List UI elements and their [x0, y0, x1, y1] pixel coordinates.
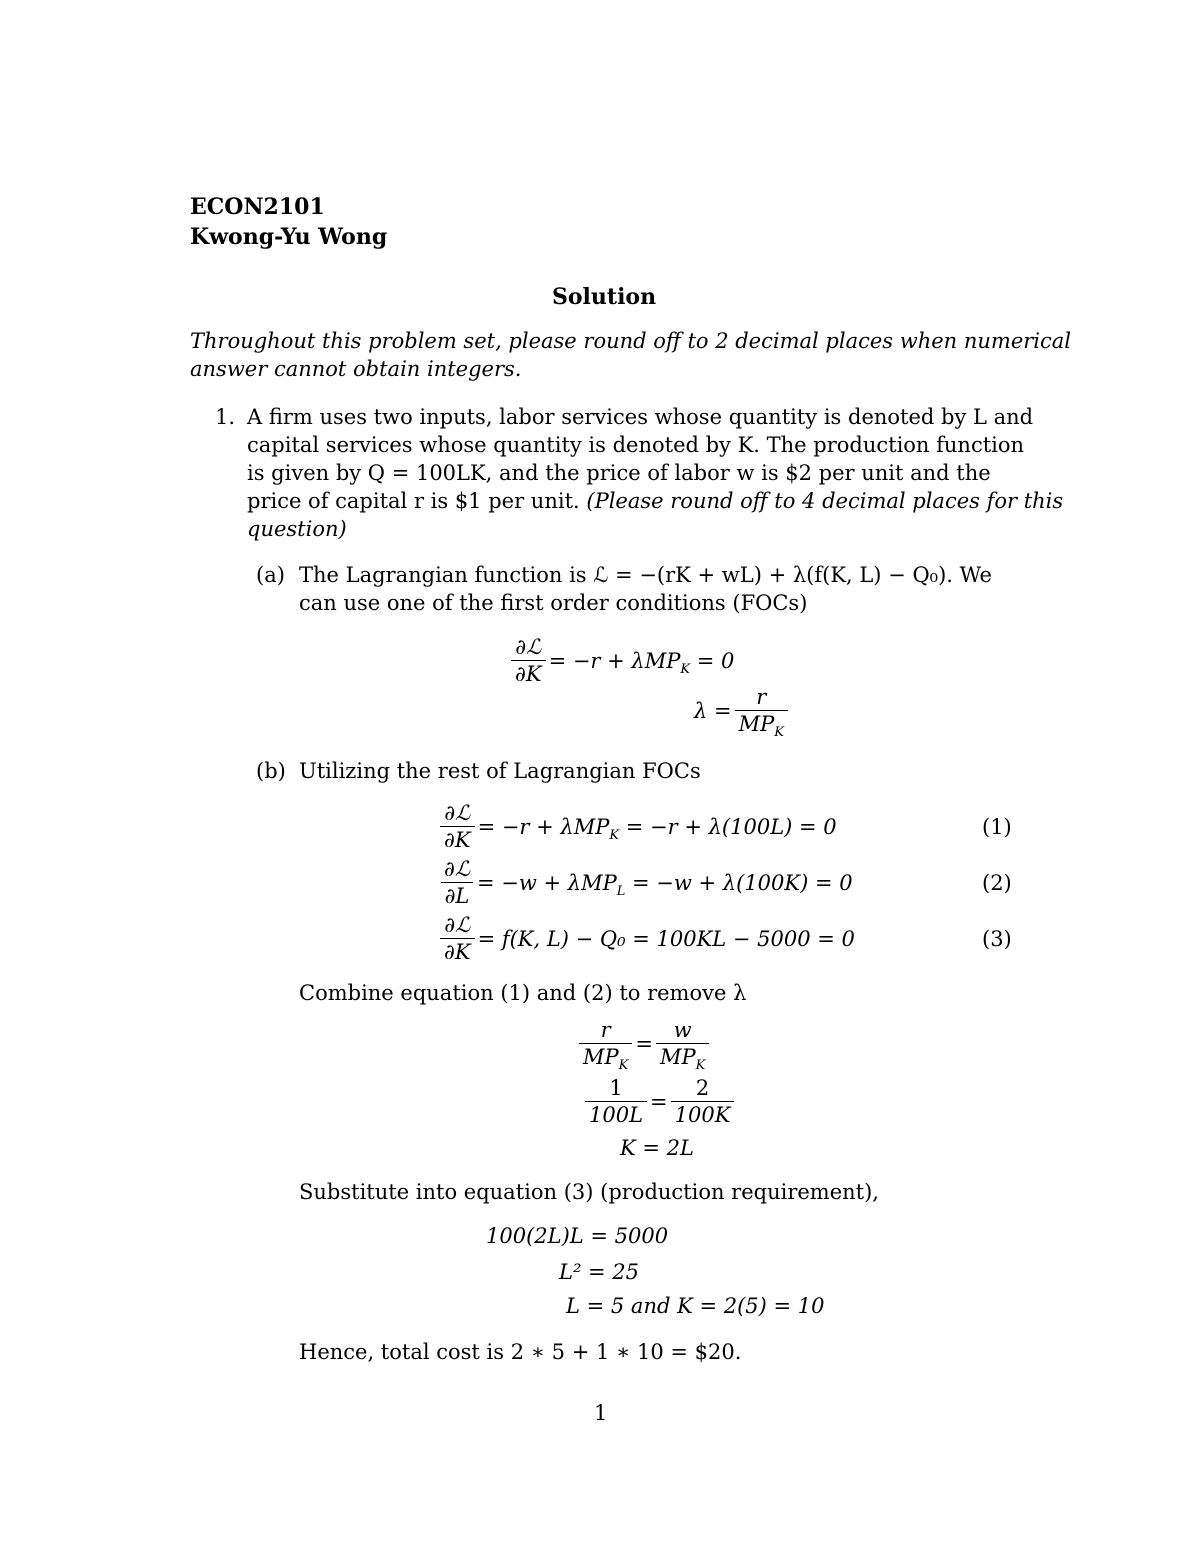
page-number: 1	[594, 1401, 608, 1425]
part-b-eq-1	[437, 800, 837, 853]
part-a-eq-1-fraction	[511, 634, 546, 687]
q1-line-5: question)	[247, 517, 347, 541]
equation-number-2: (2)	[982, 871, 1012, 895]
part-b-eq-2-num: ∂ℒ	[444, 857, 470, 881]
author-name: Kwong-Yu Wong	[190, 224, 388, 250]
part-b-eq-3-fraction	[440, 912, 475, 965]
part-b-eq-2-rhs: = −w + λMP$_L$ = −w + λ(100K) = 0	[476, 870, 853, 899]
part-b-line-1: Utilizing the rest of Lagrangian FOCs	[299, 759, 701, 783]
part-b-eq-3-num: ∂ℒ	[444, 913, 471, 937]
part-b-eq-1-num: ∂ℒ	[444, 801, 471, 825]
part-b-eq-1-rhs: = −r + λMP$_K$ = −r + λ(100L) = 0	[477, 814, 837, 843]
combine-result: K = 2L	[620, 1136, 694, 1160]
combine-eq-2-right	[671, 1075, 735, 1128]
part-b-eq-2	[437, 856, 853, 909]
course-code: ECON2101	[190, 194, 325, 220]
equals-sign: =	[635, 1031, 653, 1056]
part-a-eq-2-lhs: λ =	[694, 698, 732, 723]
substitution-line-1: 100(2L)L = 5000	[486, 1224, 669, 1248]
equation-number-1: (1)	[982, 815, 1012, 839]
combine-eq-1-left-num: r	[600, 1018, 611, 1042]
part-a-line-1: The Lagrangian function is ℒ = −(rK + wL) + λ(f(K, L) − Q₀). We	[299, 563, 992, 587]
q1-line-2: capital services whose quantity is denoted by K. The production function	[247, 433, 1025, 457]
q1-line-4-italic: (Please round off to 4 decimal places for this	[586, 489, 1064, 513]
part-b-label: (b)	[256, 759, 286, 783]
combine-text: Combine equation (1) and (2) to remove λ	[299, 981, 747, 1005]
substitution-line-3: L = 5 and K = 2(5) = 10	[566, 1294, 825, 1318]
substitute-text: Substitute into equation (3) (production requirement),	[299, 1180, 879, 1204]
combine-eq-1-left-den: $MP_K$	[579, 1043, 632, 1070]
q1-number: 1.	[215, 405, 236, 429]
combine-eq-1-right	[656, 1017, 709, 1074]
combine-eq-2-right-num: 2	[695, 1076, 710, 1100]
combine-eq-2-left-den: 100L	[585, 1101, 647, 1128]
equation-number-3: (3)	[982, 927, 1012, 951]
q1-line-4	[247, 487, 1063, 515]
intro-line-1: Throughout this problem set, please round off to 2 decimal places when numerical	[190, 329, 1072, 353]
substitution-line-2: L² = 25	[559, 1260, 640, 1284]
combine-eq-1-right-num: w	[673, 1018, 692, 1042]
combine-eq-2-left-num: 1	[609, 1076, 623, 1100]
part-b-eq-3	[437, 912, 855, 965]
combine-eq-1-left	[579, 1017, 632, 1074]
combine-eq-1	[576, 1017, 712, 1074]
q1-line-3: is given by Q = 100LK, and the price of labor w is $2 per unit and the	[247, 461, 991, 485]
part-b-eq-3-rhs: = f(K, L) − Q₀ = 100KL − 5000 = 0	[477, 926, 855, 951]
total-cost-text: Hence, total cost is 2 ∗ 5 + 1 ∗ 10 = $20.	[299, 1340, 742, 1364]
part-b-eq-2-fraction	[440, 856, 474, 909]
combine-eq-1-right-den: $MP_K$	[656, 1043, 709, 1070]
part-a-eq-1-rhs: = −r + λMP$_K$ = 0	[548, 648, 735, 677]
part-a-eq-1	[508, 634, 734, 687]
part-a-eq-1-num: ∂ℒ	[515, 635, 542, 659]
intro-line-2: answer cannot obtain integers.	[190, 357, 522, 381]
part-a-eq-2	[694, 684, 791, 741]
part-a-eq-2-fraction	[735, 684, 788, 741]
equals-sign: =	[650, 1089, 668, 1114]
part-a-eq-2-num: r	[756, 685, 767, 709]
page-title: Solution	[552, 284, 657, 310]
combine-eq-2-left	[585, 1075, 647, 1128]
part-b-eq-3-den: ∂K	[440, 938, 475, 965]
combine-eq-2	[582, 1075, 737, 1128]
q1-line-1: A firm uses two inputs, labor services whose quantity is denoted by L and	[247, 405, 1034, 429]
combine-eq-2-right-den: 100K	[671, 1101, 735, 1128]
part-b-eq-2-den: ∂L	[441, 882, 474, 909]
part-b-eq-1-den: ∂K	[440, 826, 475, 853]
part-b-eq-1-fraction	[440, 800, 475, 853]
part-a-label: (a)	[256, 563, 285, 587]
part-a-eq-1-den: ∂K	[511, 660, 546, 687]
q1-line-4-plain: price of capital r is $1 per unit.	[247, 489, 580, 513]
part-a-eq-2-den: $MP_K$	[735, 710, 788, 737]
part-a-line-2: can use one of the first order conditions (FOCs)	[299, 591, 808, 615]
